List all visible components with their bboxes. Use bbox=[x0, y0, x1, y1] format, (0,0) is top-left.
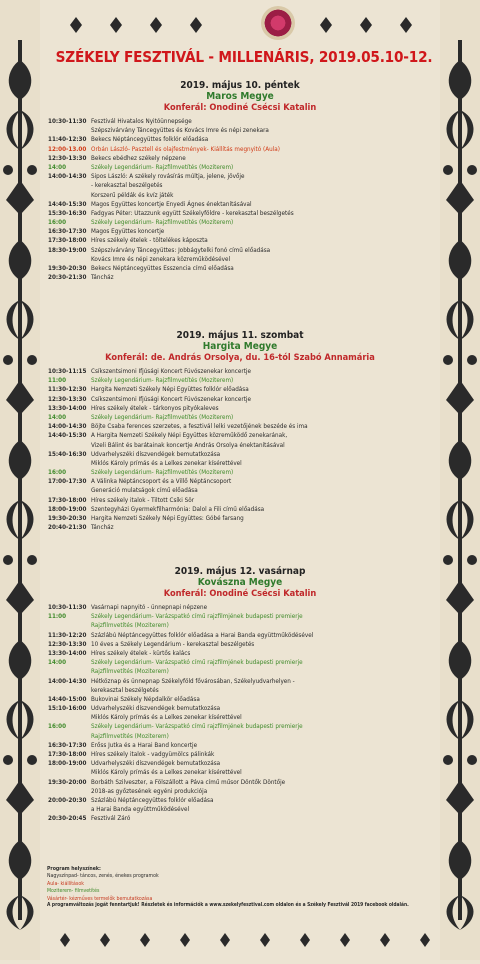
event-description: Fesztivál Záró bbox=[91, 815, 131, 823]
event-time: 14:40-15:30 bbox=[48, 432, 87, 440]
folk-flower-ornament-icon bbox=[440, 0, 480, 960]
event-time: 15:30-16:30 bbox=[48, 209, 87, 217]
event-row bbox=[40, 145, 440, 154]
event-time: 14:00 bbox=[48, 413, 67, 421]
event-description: Bekecs Néptáncegyüttes folklór előadása bbox=[91, 136, 209, 144]
event-time: 12:30-13:30 bbox=[48, 154, 87, 162]
day-section-1 bbox=[40, 80, 440, 282]
event-description: a Harai Banda együttműködésével bbox=[91, 806, 190, 814]
event-row bbox=[40, 477, 440, 486]
event-row bbox=[40, 695, 440, 704]
event-description: Borbáth Szilveszter, a Fölszállott a Páva című műsor Döntők Döntője bbox=[91, 778, 286, 786]
event-description: Böjte Csaba ferences szerzetes, a fesztivál lelki vezetőjének beszéde és ima bbox=[91, 423, 308, 431]
event-description: Szentegyházi Gyermekfilharmónia: Dalol a Fili című előadása bbox=[91, 505, 265, 513]
event-row bbox=[40, 126, 440, 135]
event-description: Erőss Jutka és a Harai Band koncertje bbox=[91, 741, 198, 749]
event-description: Székely Legendárium- Varázspatkó című rajzfilmjének budapesti premierje bbox=[91, 723, 303, 731]
day-region: Kovászna Megye bbox=[197, 577, 283, 588]
event-description: A Válinka Néptáncsoport és a Villő Néptáncsoport bbox=[91, 478, 232, 486]
legend-item: Nagyszínpad- táncos, zenés, énekes programok bbox=[47, 873, 159, 880]
day-host: Konferál: Onodiné Csécsi Katalin bbox=[163, 588, 317, 599]
event-row bbox=[40, 200, 440, 209]
event-time: 11:30-12:20 bbox=[48, 631, 87, 639]
day-section-3 bbox=[40, 566, 440, 824]
event-description: Rajzfilmvetítés (Moziterem) bbox=[91, 622, 169, 630]
day-host: Konferál: de. András Orsolya, du. 16-tól Szabó Annamária bbox=[105, 352, 375, 363]
header bbox=[40, 0, 440, 72]
event-row bbox=[40, 431, 440, 440]
page-title: SZÉKELY FESZTIVÁL - MILLENÁRIS, 2019.05.10-12. bbox=[55, 48, 433, 66]
event-time: 10:30-11:15 bbox=[48, 368, 87, 375]
event-time: 19:30-20:00 bbox=[48, 778, 87, 786]
event-description: Hargita Nemzeti Székely Népi Együttes folklór előadása bbox=[91, 386, 249, 394]
event-row bbox=[40, 459, 440, 468]
event-row bbox=[40, 441, 440, 450]
event-time: 20:30-20:45 bbox=[48, 815, 87, 823]
event-description: Rajzfilmvetítés (Moziterem) bbox=[91, 668, 169, 676]
day-date: 2019. május 10. péntek bbox=[180, 80, 300, 91]
event-time: 18:30-19:00 bbox=[48, 246, 87, 254]
event-description: Táncház bbox=[91, 524, 114, 532]
event-row bbox=[40, 236, 440, 245]
legend-item: Vásártér- kézműves termelők bemutatkozása bbox=[47, 895, 153, 902]
event-time: 16:00 bbox=[48, 219, 67, 227]
event-description: Kovács Imre és népi zenekara közreműködésével bbox=[91, 255, 231, 263]
event-time: 16:30-17:30 bbox=[48, 228, 87, 236]
event-row bbox=[40, 209, 440, 218]
event-row bbox=[40, 450, 440, 459]
event-description: Székely Legendárium- Rajzfilmvetítés (Moziterem) bbox=[91, 219, 234, 227]
event-time: 10:30-11:30 bbox=[48, 118, 87, 125]
event-description: Híres székely italok - vadgyümölcs pálinkák bbox=[91, 751, 215, 758]
event-description: kerekasztal beszélgetés bbox=[91, 686, 159, 694]
event-description: Székely Legendárium- Varázspatkó című rajzfilmjének budapesti premierje bbox=[91, 659, 303, 667]
event-row bbox=[40, 741, 440, 750]
event-row bbox=[40, 385, 440, 394]
event-time: 19:30-20:30 bbox=[48, 515, 87, 522]
day-date: 2019. május 12. vasárnap bbox=[174, 566, 306, 577]
event-list bbox=[40, 367, 440, 532]
event-row bbox=[40, 376, 440, 385]
legend-item: Aula- kiállítások bbox=[47, 880, 84, 887]
event-row bbox=[40, 255, 440, 264]
day-host: Konferál: Onodiné Csécsi Katalin bbox=[163, 102, 317, 113]
event-row bbox=[40, 404, 440, 413]
event-row bbox=[40, 273, 440, 282]
event-description: Székely Legendárium- Rajzfilmvetítés (Moziterem) bbox=[91, 469, 234, 477]
event-description: Híres székely italok - Tiltott Csíki Sör bbox=[91, 496, 195, 504]
event-description: Miklós Károly prímás és a Lelkes zenekar kísérettével bbox=[91, 459, 242, 467]
event-time: 13:30-14:00 bbox=[48, 404, 87, 412]
event-row bbox=[40, 496, 440, 505]
event-row bbox=[40, 154, 440, 163]
day-region: Maros Megye bbox=[206, 91, 274, 102]
legend-item: Moziterem- filmvetítés bbox=[47, 888, 100, 895]
event-row bbox=[40, 135, 440, 144]
event-time: 15:10-16:00 bbox=[48, 705, 87, 713]
event-row bbox=[40, 778, 440, 787]
venue-legend bbox=[47, 866, 159, 903]
event-description: Udvarhelyszéki díszvendégek bemutatkozása bbox=[91, 760, 221, 768]
event-description: Székely Legendárium- Varázspatkó című rajzfilmjének budapesti premierje bbox=[91, 613, 303, 621]
event-row bbox=[40, 658, 440, 667]
event-description: Udvarhelyszéki díszvendégek bemutatkozása bbox=[91, 450, 221, 458]
event-description: Híres székely ételek - tárkonyos pityókaleves bbox=[91, 404, 219, 412]
event-time: 18:00-19:00 bbox=[48, 505, 87, 513]
event-time: 14:00-14:30 bbox=[48, 173, 87, 181]
event-row bbox=[40, 413, 440, 422]
event-row bbox=[40, 787, 440, 796]
event-row bbox=[40, 514, 440, 523]
event-row bbox=[40, 805, 440, 814]
day-date: 2019. május 11. szombat bbox=[176, 330, 304, 341]
event-row bbox=[40, 117, 440, 126]
event-description: Fesztivál Hivatalos Nyitóünnepsége bbox=[91, 118, 192, 125]
event-time: 14:00 bbox=[48, 163, 67, 171]
event-row bbox=[40, 612, 440, 621]
event-time: 12:00-13.00 bbox=[48, 145, 87, 153]
event-time: 14:00-14:30 bbox=[48, 423, 87, 431]
event-time: 11:00 bbox=[48, 377, 67, 385]
event-row bbox=[40, 631, 440, 640]
event-row bbox=[40, 759, 440, 768]
event-row bbox=[40, 468, 440, 477]
event-time: 17:30-18:00 bbox=[48, 237, 87, 245]
event-description: Magos Együttes koncertje Enyedi Ágnes énektanításával bbox=[91, 200, 252, 208]
event-description: Székely Legendárium- Rajzfilmvetítés (Moziterem) bbox=[91, 377, 234, 385]
event-description: Bekecs ebédhez székely népzene bbox=[91, 154, 186, 162]
event-row bbox=[40, 181, 440, 190]
event-description: 10 éves a Székely Legendárium - kerekasztal beszélgetés bbox=[91, 640, 255, 648]
event-time: 15:40-16:30 bbox=[48, 450, 87, 458]
day-section-2 bbox=[40, 330, 440, 532]
event-row bbox=[40, 722, 440, 731]
legend-heading: Program helyszínek: bbox=[47, 866, 101, 872]
event-row bbox=[40, 796, 440, 805]
event-row bbox=[40, 264, 440, 273]
event-row bbox=[40, 246, 440, 255]
folk-flower-ornament-icon bbox=[0, 0, 40, 960]
event-description: Miklós Károly prímás és a Lelkes zenekar kísérettével bbox=[91, 714, 242, 722]
event-time: 14:00-14:30 bbox=[48, 677, 87, 685]
event-row bbox=[40, 227, 440, 236]
event-time: 16:00 bbox=[48, 723, 67, 731]
day-region: Hargita Megye bbox=[202, 341, 278, 352]
event-row bbox=[40, 621, 440, 630]
bottom-ornament-row-icon bbox=[40, 930, 440, 950]
event-time: 11:00 bbox=[48, 613, 67, 621]
event-time: 18:00-19:00 bbox=[48, 760, 87, 768]
event-description: Vasárnapi napnyitó - ünnepnapi népzene bbox=[91, 604, 208, 611]
event-time: 19:30-20:30 bbox=[48, 265, 87, 272]
event-list bbox=[40, 117, 440, 282]
event-row bbox=[40, 395, 440, 404]
event-row bbox=[40, 732, 440, 741]
event-description: Miklós Károly prímás és a Lelkes zenekar kísérettével bbox=[91, 769, 242, 777]
event-row bbox=[40, 523, 440, 532]
event-row bbox=[40, 505, 440, 514]
event-time: 17:30-18:00 bbox=[48, 496, 87, 504]
event-row bbox=[40, 603, 440, 612]
event-time: 12:30-13:30 bbox=[48, 395, 87, 403]
event-description: Fadgyas Péter: Utazzunk együtt Székelyföldre - kerekasztal beszélgetés bbox=[91, 209, 294, 217]
event-description: Táncház bbox=[91, 274, 114, 282]
event-time: 14:40-15:30 bbox=[48, 200, 87, 208]
event-row bbox=[40, 163, 440, 172]
event-time: 14:40-15:00 bbox=[48, 695, 87, 703]
event-description: Rajzfilmvetítés (Moziterem) bbox=[91, 732, 169, 740]
event-time: 12:30-13:30 bbox=[48, 640, 87, 648]
event-description: Orbán László- Pasztell és olajfestmények- Kiállítás megnyitó (Aula) bbox=[91, 145, 280, 153]
event-row bbox=[40, 649, 440, 658]
event-row bbox=[40, 704, 440, 713]
event-row bbox=[40, 750, 440, 759]
event-time: 17:30-18:00 bbox=[48, 751, 87, 758]
event-row bbox=[40, 422, 440, 431]
event-description: Híres székely ételek - kürtős kalács bbox=[91, 649, 191, 657]
rose-medallion-icon bbox=[261, 6, 295, 40]
event-description: Sipos László: A székely rovásírás múltja, jelene, jövője bbox=[91, 173, 245, 181]
event-time: 11:40-12:30 bbox=[48, 136, 87, 144]
event-description: Szépszivárvány Táncegyüttes és Kovács Imre és népi zenekara bbox=[91, 127, 269, 135]
header-ornament-row-icon bbox=[40, 10, 440, 40]
event-description: Híres székely ételek - töltelékes káposzta bbox=[91, 237, 208, 245]
event-time: 11:30-12:30 bbox=[48, 386, 87, 394]
event-description: Százlábú Néptáncegyüttes folklór előadása bbox=[91, 796, 214, 804]
event-row bbox=[40, 667, 440, 676]
event-row bbox=[40, 486, 440, 495]
event-time: 16:00 bbox=[48, 469, 67, 477]
event-description: - kerekasztal beszélgetés bbox=[91, 182, 163, 190]
event-time: 13:30-14:00 bbox=[48, 649, 87, 657]
event-time: 14:00 bbox=[48, 659, 67, 667]
event-description: Vizeli Bálint és barátainak koncertje András Orsolya énektanításával bbox=[91, 441, 285, 449]
event-row bbox=[40, 640, 440, 649]
event-description: Szépszivárvány Táncegyüttes: Jobbágytelki fonó című előadása bbox=[91, 246, 271, 254]
event-description: Bukovinai Székely Népdalkör előadása bbox=[91, 695, 200, 703]
event-description: Százlábú Néptáncegyüttes folklór előadása a Harai Banda együttműködésével bbox=[91, 631, 314, 639]
event-row bbox=[40, 677, 440, 686]
event-description: Székely Legendárium- Rajzfilmvetítés (Moziterem) bbox=[91, 163, 234, 171]
event-row bbox=[40, 768, 440, 777]
event-description: Korszerű példák és kvíz játék bbox=[91, 191, 174, 199]
event-list bbox=[40, 603, 440, 824]
event-description: Hétköznap és ünnepnap Székelyföld fővárosában, Székelyudvarhelyen - bbox=[91, 677, 295, 685]
event-row bbox=[40, 218, 440, 227]
event-row bbox=[40, 191, 440, 200]
event-description: Generáció mulatságok című előadása bbox=[91, 487, 198, 495]
right-ornament-border bbox=[440, 0, 480, 960]
event-description: Udvarhelyszéki díszvendégek bemutatkozása bbox=[91, 705, 221, 713]
event-description: Csíkszentsimoni Ifjúsági Koncert Fúvószenekar koncertje bbox=[91, 395, 251, 403]
event-description: 2018-as győztesének egyéni produkciója bbox=[91, 787, 208, 795]
event-time: 20:00-20:30 bbox=[48, 796, 87, 804]
event-description: Bekecs Néptáncegyüttes Esszencia című előadása bbox=[91, 265, 234, 272]
left-ornament-border bbox=[0, 0, 40, 960]
event-time: 20:30-21:30 bbox=[48, 274, 87, 282]
event-time: 20:40-21:30 bbox=[48, 524, 87, 532]
event-description: Csíkszentsimoni Ifjúsági Koncert Fúvószenekar koncertje bbox=[91, 368, 251, 375]
event-time: 10:30-11:30 bbox=[48, 604, 87, 611]
event-row bbox=[40, 686, 440, 695]
event-description: Székely Legendárium- Rajzfilmvetítés (Moziterem) bbox=[91, 413, 234, 421]
event-description: Hargita Nemzeti Székely Népi Együttes: Góbé farsang bbox=[91, 515, 244, 522]
event-description: A Hargita Nemzeti Székely Népi Együttes közreműködő zenekarának, bbox=[91, 432, 288, 440]
event-row bbox=[40, 713, 440, 722]
event-row bbox=[40, 367, 440, 376]
event-time: 16:30-17:30 bbox=[48, 741, 87, 749]
event-time: 17:00-17:30 bbox=[48, 478, 87, 486]
event-row bbox=[40, 172, 440, 181]
event-description: Magos Együttes koncertje bbox=[91, 228, 165, 236]
footnote: A programváltozás jogát fenntartjuk! Részletek és információk a www.szekelyfesztival.com oldalon és a Székely Fesztivál 2019 facebook oldalán. bbox=[47, 902, 409, 908]
event-row bbox=[40, 814, 440, 823]
